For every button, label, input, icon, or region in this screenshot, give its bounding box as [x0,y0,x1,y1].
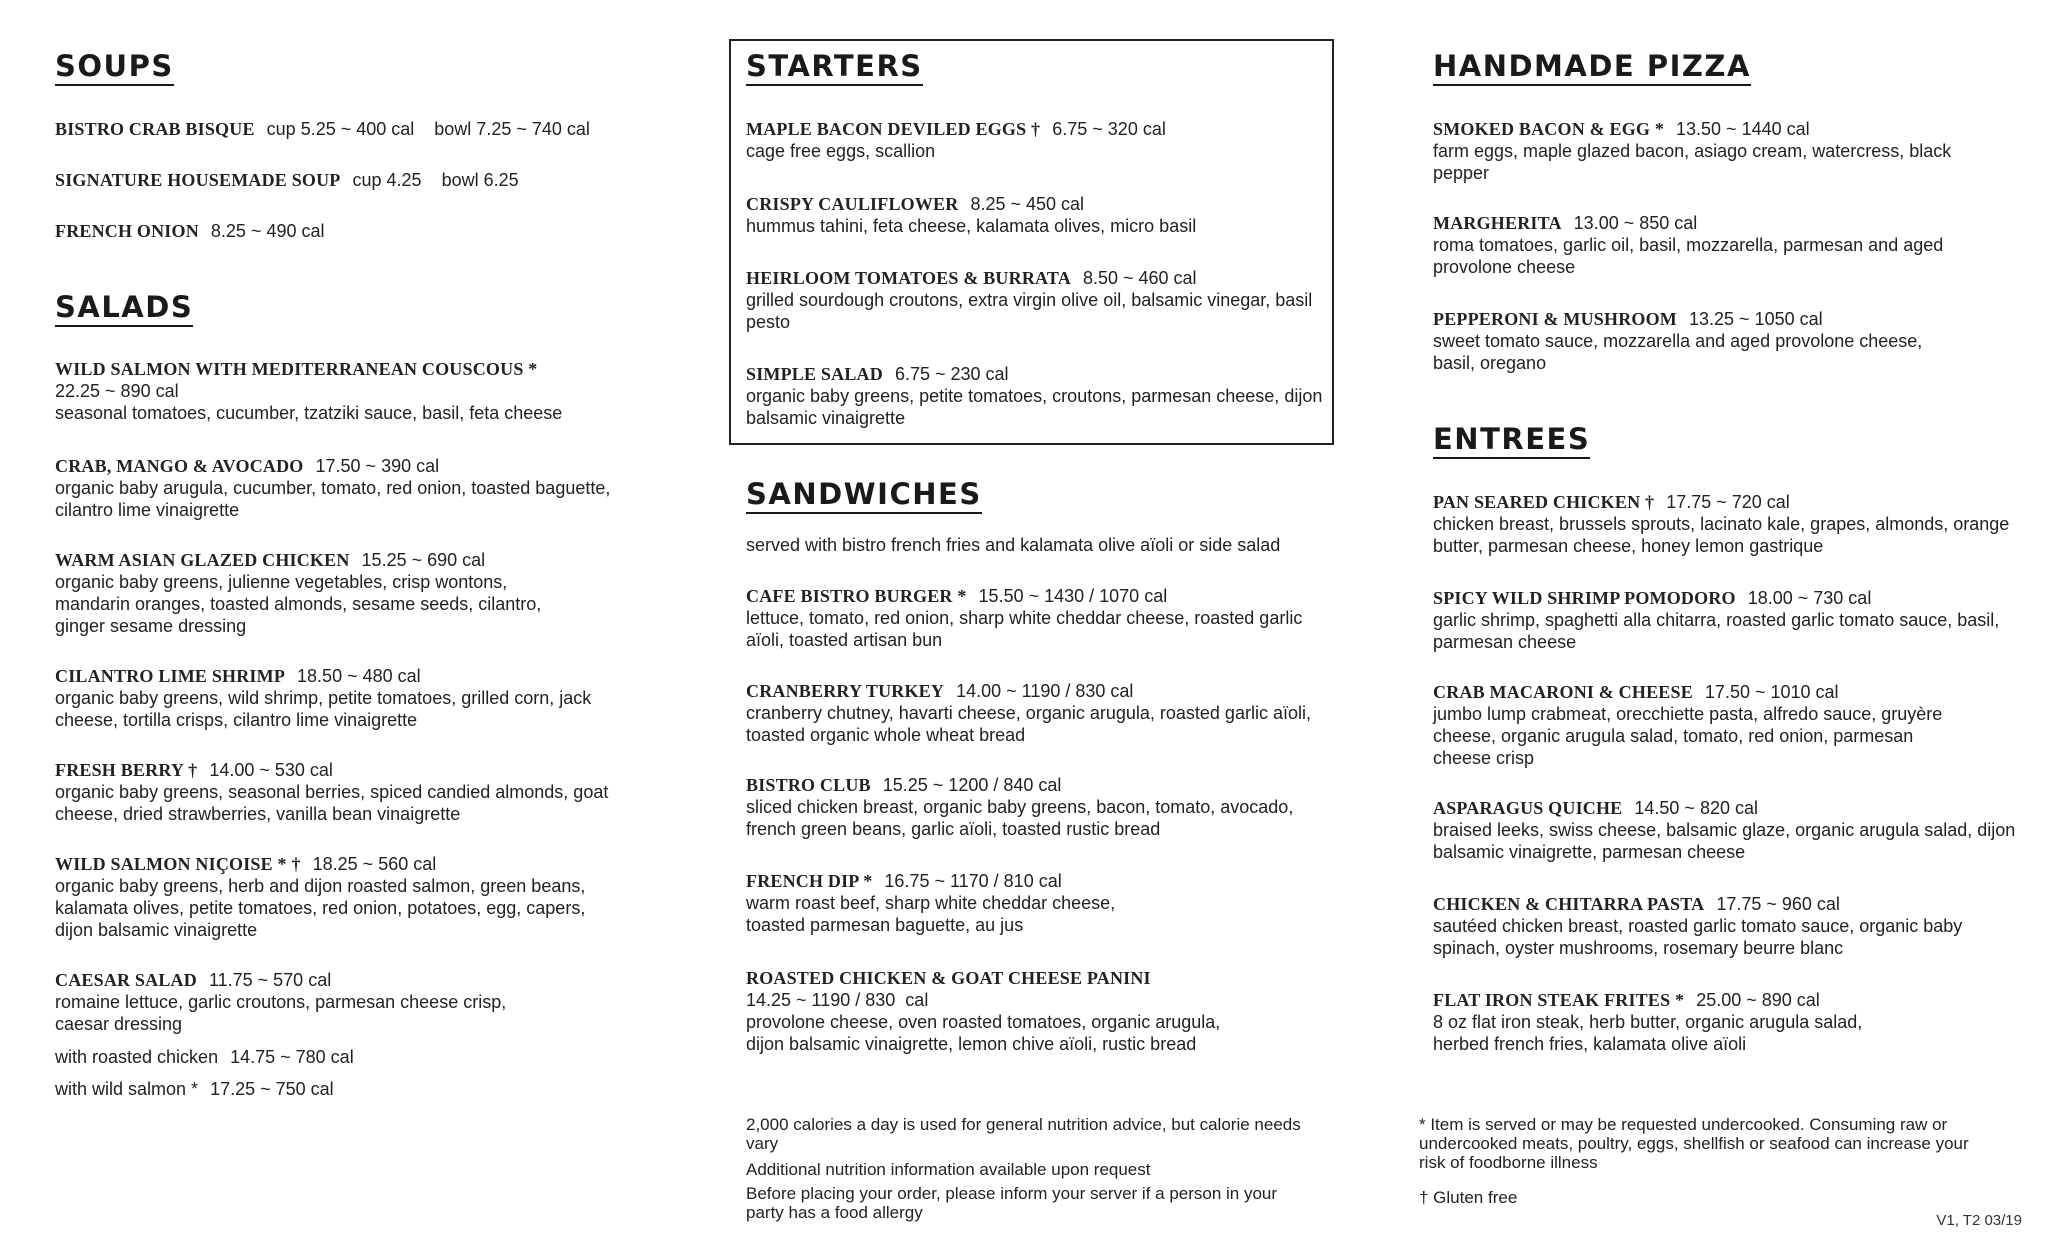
menu-item [746,774,1331,840]
version-code: V1, T2 03/19 [1936,1212,2022,1229]
item-price: 22.25 ~ 890 cal [55,381,179,401]
item-name: BISTRO CLUB [746,775,871,795]
item-price: cup 5.25 ~ 400 cal bowl 7.25 ~ 740 cal [266,119,590,139]
item-name: ASPARAGUS QUICHE [1433,798,1623,818]
item-description: organic baby arugula, cucumber, tomato, red onion, toasted baguette, cilantro lime vinaigrette [55,478,611,520]
pizza-heading: HANDMADE PIZZA [1433,50,1751,86]
addon-price: 14.75 ~ 780 cal [230,1047,354,1067]
item-price: 6.75 ~ 230 cal [894,364,1009,384]
menu-item [746,267,1331,333]
item-price: 8.50 ~ 460 cal [1082,268,1197,288]
item-name: CHICKEN & CHITARRA PASTA [1433,894,1705,914]
item-price: 8.25 ~ 450 cal [970,194,1085,214]
item-name: HEIRLOOM TOMATOES & BURRATA [746,268,1071,288]
item-name: PAN SEARED CHICKEN † [1433,492,1655,512]
item-price: 14.00 ~ 530 cal [209,760,333,780]
item-price: 15.25 ~ 690 cal [361,550,486,570]
menu-item [1433,308,1953,374]
item-price: 25.00 ~ 890 cal [1696,990,1820,1010]
item-price: cup 4.25 bowl 6.25 [352,170,519,190]
menu-item [1433,212,1953,278]
item-price: 14.00 ~ 1190 / 830 cal [956,681,1134,701]
menu-item [1433,587,2023,653]
sandwiches-heading: SANDWICHES [746,478,982,514]
item-name: FRENCH ONION [55,221,199,241]
item-name: CAFE BISTRO BURGER * [746,586,967,606]
item-name: CILANTRO LIME SHRIMP [55,666,286,686]
item-price: 17.75 ~ 720 cal [1666,492,1790,512]
soups-heading: SOUPS [55,50,174,86]
entrees-heading: ENTREES [1433,423,1590,459]
menu-item [746,118,1331,162]
addon-label: with wild salmon * [55,1079,199,1099]
menu-item [1433,989,1913,1055]
item-price: 18.25 ~ 560 cal [312,854,437,874]
item-name: CRAB MACARONI & CHEESE [1433,682,1693,702]
item-name: WARM ASIAN GLAZED CHICKEN [55,550,350,570]
menu-item [55,759,615,825]
item-description: chicken breast, brussels sprouts, lacinato kale, grapes, almonds, orange butter, parmesan cheese, honey lemon gastrique [1433,514,2010,556]
item-name: FRESH BERRY † [55,760,198,780]
item-name: FLAT IRON STEAK FRITES * [1433,990,1685,1010]
item-description: cage free eggs, scallion [746,141,936,161]
item-price: 14.50 ~ 820 cal [1634,798,1758,818]
item-description: seasonal tomatoes, cucumber, tzatziki sauce, basil, feta cheese [55,403,563,423]
item-description: farm eggs, maple glazed bacon, asiago cream, watercress, black pepper [1433,141,1952,183]
item-price: 13.50 ~ 1440 cal [1676,119,1810,139]
menu-item [746,585,1331,651]
item-name: MAPLE BACON DEVILED EGGS † [746,119,1041,139]
menu-item [55,853,615,941]
menu-item [1433,893,2023,959]
item-name: WILD SALMON WITH MEDITERRANEAN COUSCOUS * [55,359,538,379]
addon-label: with roasted chicken [55,1047,219,1067]
item-price: 17.75 ~ 960 cal [1716,894,1840,914]
nutrition-note: Additional nutrition information available upon request [746,1160,1151,1179]
menu-item [746,680,1331,746]
menu-item [55,455,665,521]
item-description: provolone cheese, oven roasted tomatoes, organic arugula, dijon balsamic vinaigrette, lemon chive aïoli, rustic bread [746,1012,1221,1054]
item-price: 16.75 ~ 1170 / 810 cal [884,871,1062,891]
item-description: braised leeks, swiss cheese, balsamic glaze, organic arugula salad, dijon balsamic vinaigrette, parmesan cheese [1433,820,2016,862]
item-name: BISTRO CRAB BISQUE [55,119,255,139]
item-description: romaine lettuce, garlic croutons, parmesan cheese crisp, caesar dressing [55,992,507,1034]
menu-item [55,969,555,1035]
menu-item [1433,118,1953,184]
addon-item [55,1078,655,1100]
item-name: PEPPERONI & MUSHROOM [1433,309,1677,329]
menu-item [55,169,655,191]
item-name: SIMPLE SALAD [746,364,883,384]
item-name: SIGNATURE HOUSEMADE SOUP [55,170,341,190]
sandwiches-intro: served with bistro french fries and kalamata olive aïoli or side salad [746,535,1281,555]
item-description: lettuce, tomato, red onion, sharp white cheddar cheese, roasted garlic aïoli, toasted artisan bun [746,608,1303,650]
item-price: 15.25 ~ 1200 / 840 cal [882,775,1062,795]
menu-item [1433,797,2023,863]
menu-item [746,363,1331,429]
menu-item [55,358,655,424]
item-price: 18.50 ~ 480 cal [297,666,421,686]
menu-item [55,665,615,731]
menu-item [1433,681,1973,769]
item-name: CAESAR SALAD [55,970,197,990]
item-description: garlic shrimp, spaghetti alla chitarra, roasted garlic tomato sauce, basil, parmesan cheese [1433,610,2000,652]
item-price: 15.50 ~ 1430 / 1070 cal [978,586,1168,606]
item-description: organic baby greens, seasonal berries, spiced candied almonds, goat cheese, dried strawberries, vanilla bean vinaigrette [55,782,609,824]
item-description: sliced chicken breast, organic baby greens, bacon, tomato, avocado, french green beans, garlic aïoli, toasted rustic bread [746,797,1294,839]
item-description: organic baby greens, julienne vegetables, crisp wontons, mandarin oranges, toasted almonds, sesame seeds, cilantro, ginger sesame dressing [55,572,542,636]
item-name: SPICY WILD SHRIMP POMODORO [1433,588,1736,608]
item-description: organic baby greens, petite tomatoes, croutons, parmesan cheese, dijon balsamic vinaigrette [746,386,1323,428]
menu-item [55,220,655,242]
gluten-free-footnote: † Gluten free [1419,1188,1518,1207]
menu-item [746,967,1256,1055]
item-price: 17.50 ~ 1010 cal [1704,682,1839,702]
item-name: FRENCH DIP * [746,871,873,891]
item-price: 18.00 ~ 730 cal [1747,588,1872,608]
item-price: 14.25 ~ 1190 / 830 cal [746,990,929,1010]
item-description: sautéed chicken breast, roasted garlic tomato sauce, organic baby spinach, oyster mushrooms, rosemary beurre blanc [1433,916,1963,958]
item-price: 13.25 ~ 1050 cal [1689,309,1823,329]
menu-item [55,549,555,637]
item-name: CRISPY CAULIFLOWER [746,194,959,214]
item-price: 13.00 ~ 850 cal [1573,213,1698,233]
item-price: 8.25 ~ 490 cal [210,221,325,241]
menu-item [746,193,1331,237]
item-description: roma tomatoes, garlic oil, basil, mozzarella, parmesan and aged provolone cheese [1433,235,1944,277]
item-description: jumbo lump crabmeat, orecchiette pasta, alfredo sauce, gruyère cheese, organic arugula salad, tomato, red onion, parmesan cheese crisp [1433,704,1943,768]
item-price: 17.50 ~ 390 cal [315,456,440,476]
addon-item [55,1046,655,1068]
item-name: CRANBERRY TURKEY [746,681,945,701]
item-description: organic baby greens, herb and dijon roasted salmon, green beans, kalamata olives, petite tomatoes, red onion, potatoes, egg, capers, dijon balsamic vinaigrette [55,876,586,940]
salads-heading: SALADS [55,291,193,327]
item-description: 8 oz flat iron steak, herb butter, organic arugula salad, herbed french fries, kalamata olive aïoli [1433,1012,1863,1054]
item-name: WILD SALMON NIÇOISE * † [55,854,301,874]
menu-item [1433,491,2023,557]
menu-item [746,870,1146,936]
item-name: ROASTED CHICKEN & GOAT CHEESE PANINI [746,968,1151,988]
undercooked-footnote: * Item is served or may be requested undercooked. Consuming raw or undercooked meats, poultry, eggs, shellfish or seafood can increase your risk of foodborne illness [1419,1115,1969,1172]
item-description: cranberry chutney, havarti cheese, organic arugula, roasted garlic aïoli, toasted organic whole wheat bread [746,703,1311,745]
item-name: MARGHERITA [1433,213,1562,233]
item-description: grilled sourdough croutons, extra virgin olive oil, balsamic vinegar, basil pesto [746,290,1313,332]
addon-price: 17.25 ~ 750 cal [210,1079,334,1099]
nutrition-note: 2,000 calories a day is used for general nutrition advice, but calorie needs vary [746,1115,1301,1153]
menu-item [55,118,655,140]
item-name: SMOKED BACON & EGG * [1433,119,1665,139]
item-description: organic baby greens, wild shrimp, petite tomatoes, grilled corn, jack cheese, tortilla crisps, cilantro lime vinaigrette [55,688,592,730]
item-description: hummus tahini, feta cheese, kalamata olives, micro basil [746,216,1197,236]
item-price: 6.75 ~ 320 cal [1052,119,1166,139]
item-description: warm roast beef, sharp white cheddar cheese, toasted parmesan baguette, au jus [746,893,1116,935]
item-name: CRAB, MANGO & AVOCADO [55,456,304,476]
item-price: 11.75 ~ 570 cal [208,970,332,990]
item-description: sweet tomato sauce, mozzarella and aged provolone cheese, basil, oregano [1433,331,1923,373]
allergy-note: Before placing your order, please inform your server if a person in your party has a food allergy [746,1184,1278,1222]
starters-heading: STARTERS [746,50,923,86]
